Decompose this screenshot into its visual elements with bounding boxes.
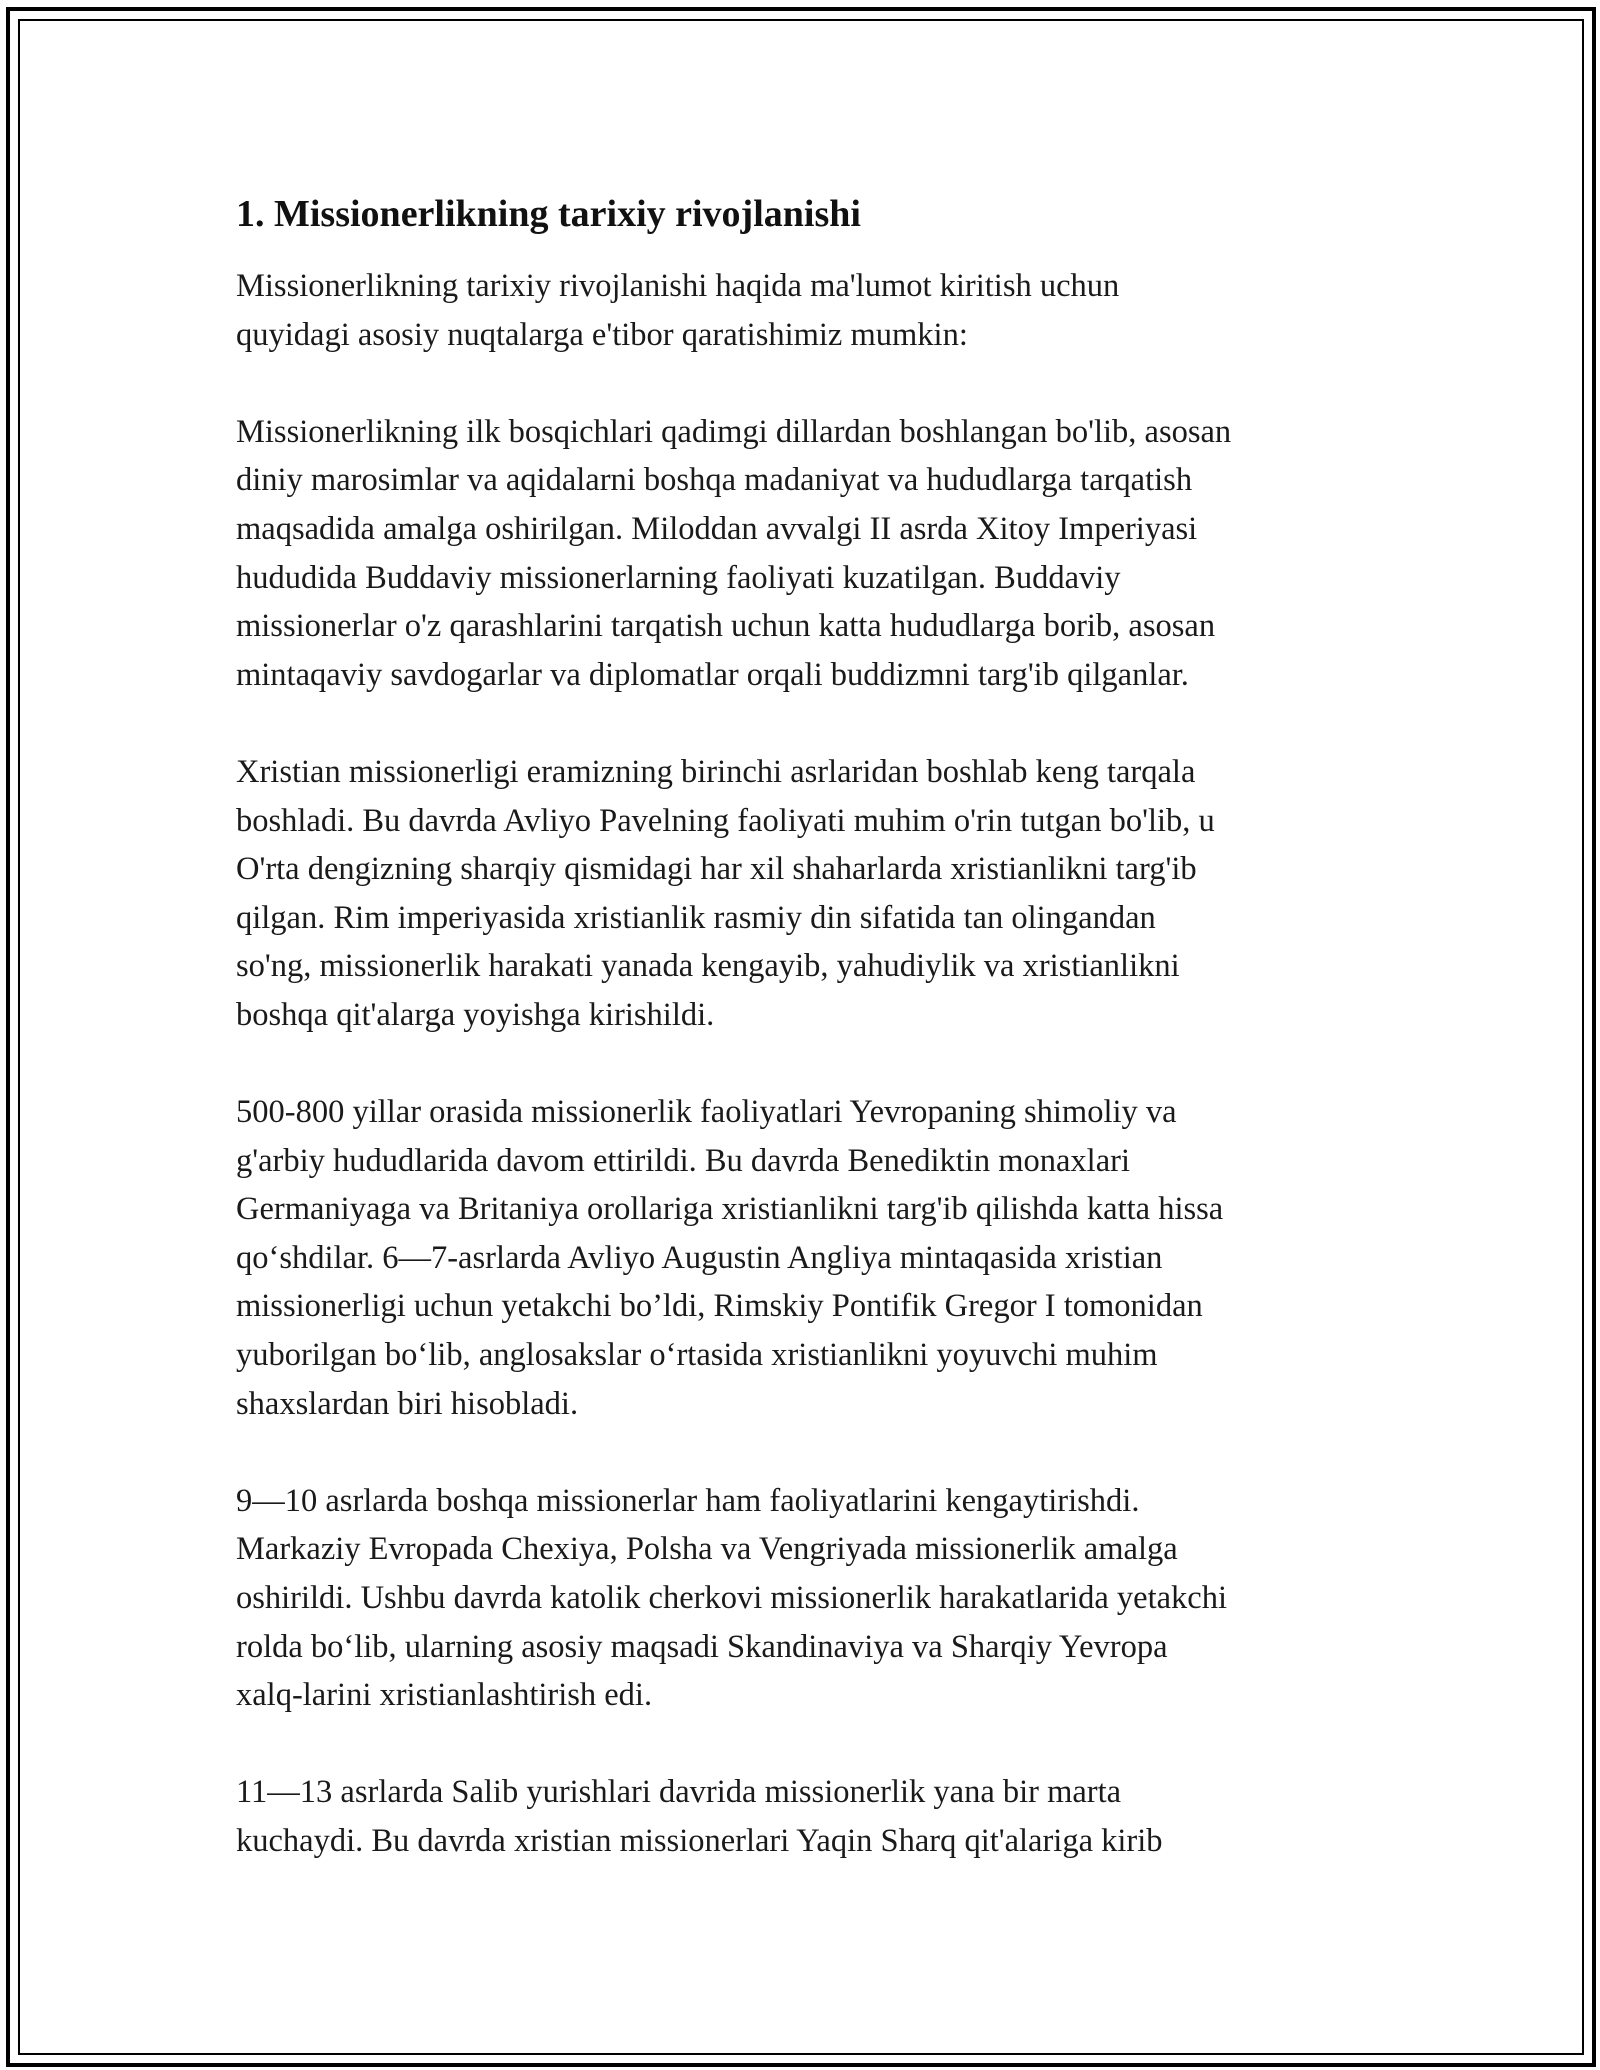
section-heading: 1. Missionerlikning tarixiy rivojlanishi — [236, 193, 861, 235]
paragraph-early-stages: Missionerlikning ilk bosqichlari qadimgi dillardan boshlangan bo'lib, asosan diniy marosimlar va aqidalarni boshqa madaniyat va hududlarga tarqatish maqsadida amalga oshirilgan. Miloddan avvalgi II asrda Xitoy Imperiyasi hududida Buddaviy missionerlarning faoliyati kuzatilgan. Buddaviy missionerlar o'z qarashlarini tarqatish uchun katta hududlarga borib, asosan mintaqaviy savdogarlar va diplomatlar orqali buddizmni targ'ib qilganlar. — [236, 413, 1232, 693]
document-body — [236, 190, 1376, 1914]
paragraph-11-13-centuries: 11—13 asrlarda Salib yurishlari davrida missionerlik yana bir marta kuchaydi. Bu davrda xristian missionerlari Yaqin Sharq qit'alariga kirib — [236, 1774, 1163, 1859]
paragraph-intro: Missionerlikning tarixiy rivojlanishi haqida ma'lumot kiritish uchun quyidagi asosiy nuqtalarga e'tibor qaratishimiz mumkin: — [236, 268, 1120, 353]
paragraph-500-800: 500-800 yillar orasida missionerlik faoliyatlari Yevropaning shimoliy va g'arbiy hududlarida davom ettirildi. Bu davrda Benediktin monaxlari Germaniyaga va Britaniya orollariga xristianlikni targ'ib qilishda katta hissa qo‘shdilar. 6—7-asrlarda Avliyo Augustin Angliya mintaqasida xristian missionerligi uchun yetakchi bo’ldi, Rimskiy Pontifik Gregor I tomonidan yuborilgan bo‘lib, anglosakslar o‘rtasida xristianlikni yoyuvchi muhim shaxslardan biri hisobladi. — [236, 1094, 1224, 1422]
paragraph-9-10-centuries: 9—10 asrlarda boshqa missionerlar ham faoliyatlarini kengaytirishdi. Markaziy Evropada Chexiya, Polsha va Vengriyada missionerlik amalga oshirildi. Ushbu davrda katolik cherkovi missionerlik harakatlarida yetakchi rolda bo‘lib, ularning asosiy maqsadi Skandinaviya va Sharqiy Yevropa xalq-larini xristianlashtirish edi. — [236, 1482, 1227, 1714]
paragraph-christian-missions: Xristian missionerligi eramizning birinchi asrlaridan boshlab keng tarqala boshladi. Bu davrda Avliyo Pavelning faoliyati muhim o'rin tutgan bo'lib, u O'rta dengizning sharqiy qismidagi har xil shaharlarda xristianlikni targ'ib qilgan. Rim imperiyasida xristianlik rasmiy din sifatida tan olingandan so'ng, missionerlik harakati yanada kengayib, yahudiylik va xristianlikni boshqa qit'alarga yoyishga kirishildi. — [236, 753, 1215, 1033]
